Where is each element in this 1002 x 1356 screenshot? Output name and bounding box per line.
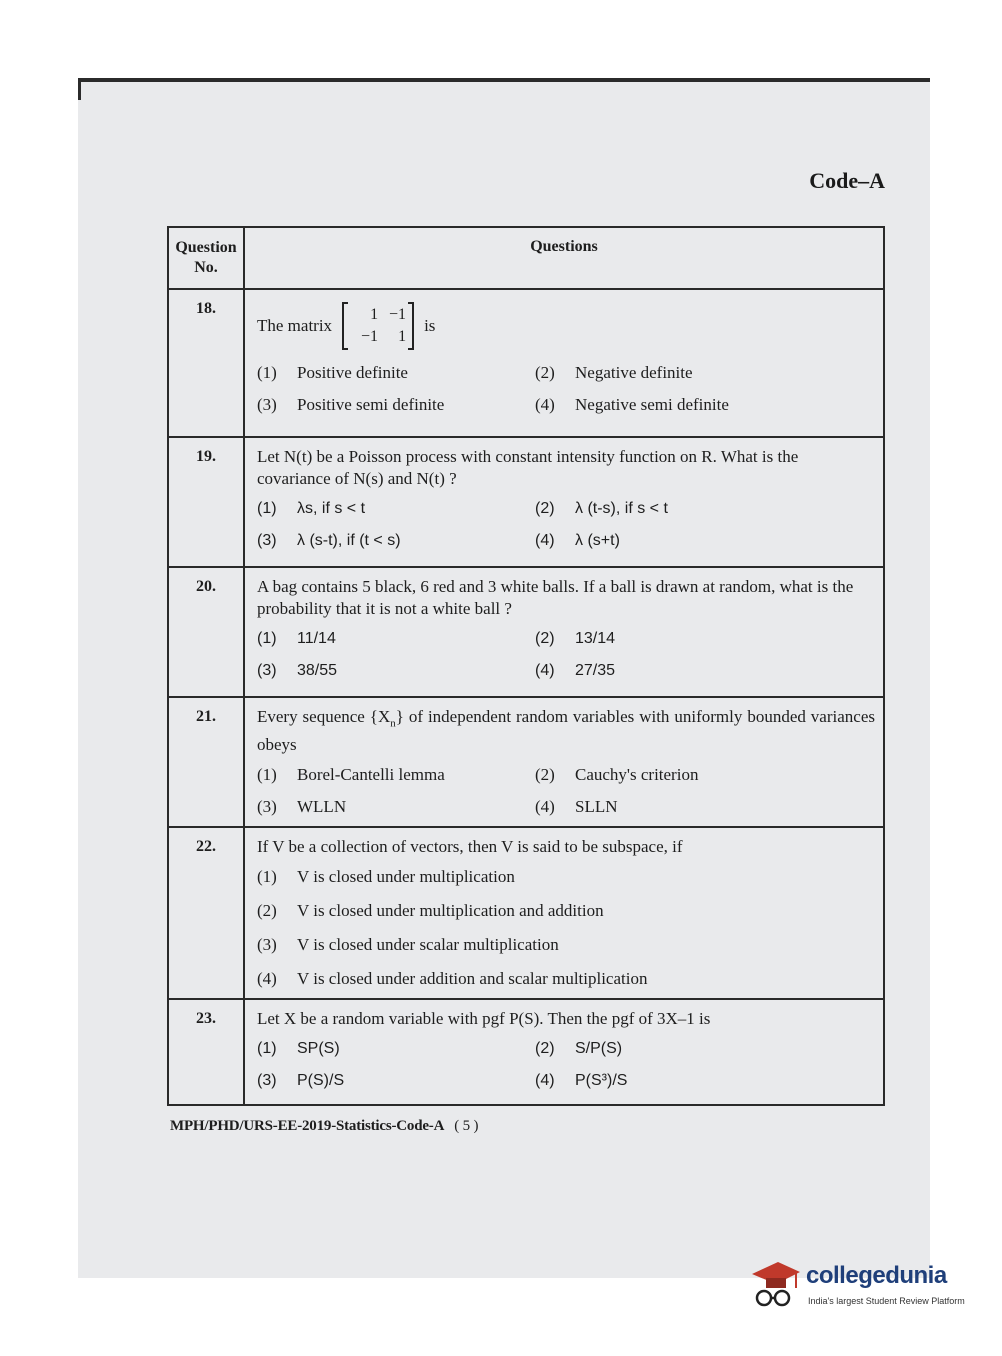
- question-stem: A bag contains 5 black, 6 red and 3 white balls. If a ball is drawn at random, what is the probability that it is not a white ball ?: [257, 577, 854, 618]
- option: (1) 11/14: [257, 630, 336, 647]
- option: (3) λ (s-t), if (t < s): [257, 532, 401, 549]
- question-stem: The matrix 1 −1 −1 1 is: [257, 298, 875, 354]
- question-stem: If V be a collection of vectors, then V is said to be subspace, if: [257, 837, 683, 856]
- option: (1) λs, if s < t: [257, 500, 366, 517]
- question-number: 22.: [168, 827, 244, 999]
- option: (4) λ (s+t): [535, 532, 620, 549]
- option: (4) SLLN: [535, 797, 618, 817]
- question-number: 23.: [168, 999, 244, 1105]
- option: (2) λ (t-s), if s < t: [535, 500, 668, 517]
- option: (4) P(S³)/S: [535, 1072, 628, 1089]
- brand-name: collegedunia: [806, 1262, 947, 1289]
- question-number: 19.: [168, 437, 244, 567]
- question-row: [168, 567, 884, 697]
- question-number: 18.: [168, 289, 244, 437]
- question-body: [244, 567, 884, 697]
- page-number: ( 5 ): [454, 1118, 479, 1134]
- question-body: [244, 827, 884, 999]
- options: [257, 498, 875, 552]
- question-row: [168, 999, 884, 1105]
- question-body: [244, 289, 884, 437]
- option: (3) Positive semi definite: [257, 395, 445, 414]
- option: (2) Cauchy's criterion: [535, 765, 699, 785]
- options: [257, 1038, 875, 1092]
- option: (1) Positive definite: [257, 363, 408, 382]
- scan-edge-line: [78, 78, 930, 82]
- paper-code: Code–A: [809, 168, 885, 193]
- brand-tagline: India's largest Student Review Platform: [808, 1296, 965, 1306]
- page-footer: MPH/PHD/URS-EE-2019-Statistics-Code-A ( 5 ): [170, 1118, 479, 1134]
- question-stem: Every sequence $\{X_n\}$ of independent random variables with uniformly bounded variances obeys: [257, 707, 875, 755]
- question-row: [168, 827, 884, 999]
- option: (2) S/P(S): [535, 1040, 623, 1057]
- option: (1) Borel-Cantelli lemma: [257, 765, 445, 785]
- option: (2) V is closed under multiplication and addition: [257, 901, 604, 920]
- question-body: [244, 697, 884, 827]
- option: (1) SP(S): [257, 1040, 340, 1057]
- option: (1) V is closed under multiplication: [257, 867, 515, 886]
- question-stem: Let X be a random variable with pgf P(S). Then the pgf of 3X–1 is: [257, 1009, 711, 1028]
- header-questions: Questions: [244, 227, 884, 289]
- question-row: [168, 437, 884, 567]
- graduation-cap-logo-icon: [748, 1252, 802, 1312]
- option: (3) WLLN: [257, 797, 347, 817]
- options: [257, 866, 875, 990]
- options: [257, 362, 875, 416]
- question-body: [244, 437, 884, 567]
- options: [257, 628, 875, 682]
- option: (3) V is closed under scalar multiplication: [257, 935, 559, 954]
- header-question-no: Question No.: [168, 227, 244, 289]
- brand-watermark[interactable]: [748, 1252, 978, 1316]
- option: (2) 13/14: [535, 630, 616, 647]
- option: (4) Negative semi definite: [535, 395, 729, 414]
- options: [257, 764, 875, 818]
- questions-table: [167, 226, 885, 1106]
- question-number: 21.: [168, 697, 244, 827]
- option: (3) 38/55: [257, 662, 338, 679]
- question-row: [168, 697, 884, 827]
- matrix: 1 −1 −1 1: [342, 302, 414, 350]
- option: (4) V is closed under addition and scalar multiplication: [257, 969, 648, 988]
- question-body: [244, 999, 884, 1105]
- scan-edge-mark: [78, 78, 81, 100]
- question-stem: Let N(t) be a Poisson process with constant intensity function on R. What is the covariance of N(s) and N(t) ?: [257, 447, 799, 488]
- option: (4) 27/35: [535, 662, 616, 679]
- option: (3) P(S)/S: [257, 1072, 345, 1089]
- option: (2) Negative definite: [535, 363, 693, 382]
- question-number: 20.: [168, 567, 244, 697]
- question-row: [168, 289, 884, 437]
